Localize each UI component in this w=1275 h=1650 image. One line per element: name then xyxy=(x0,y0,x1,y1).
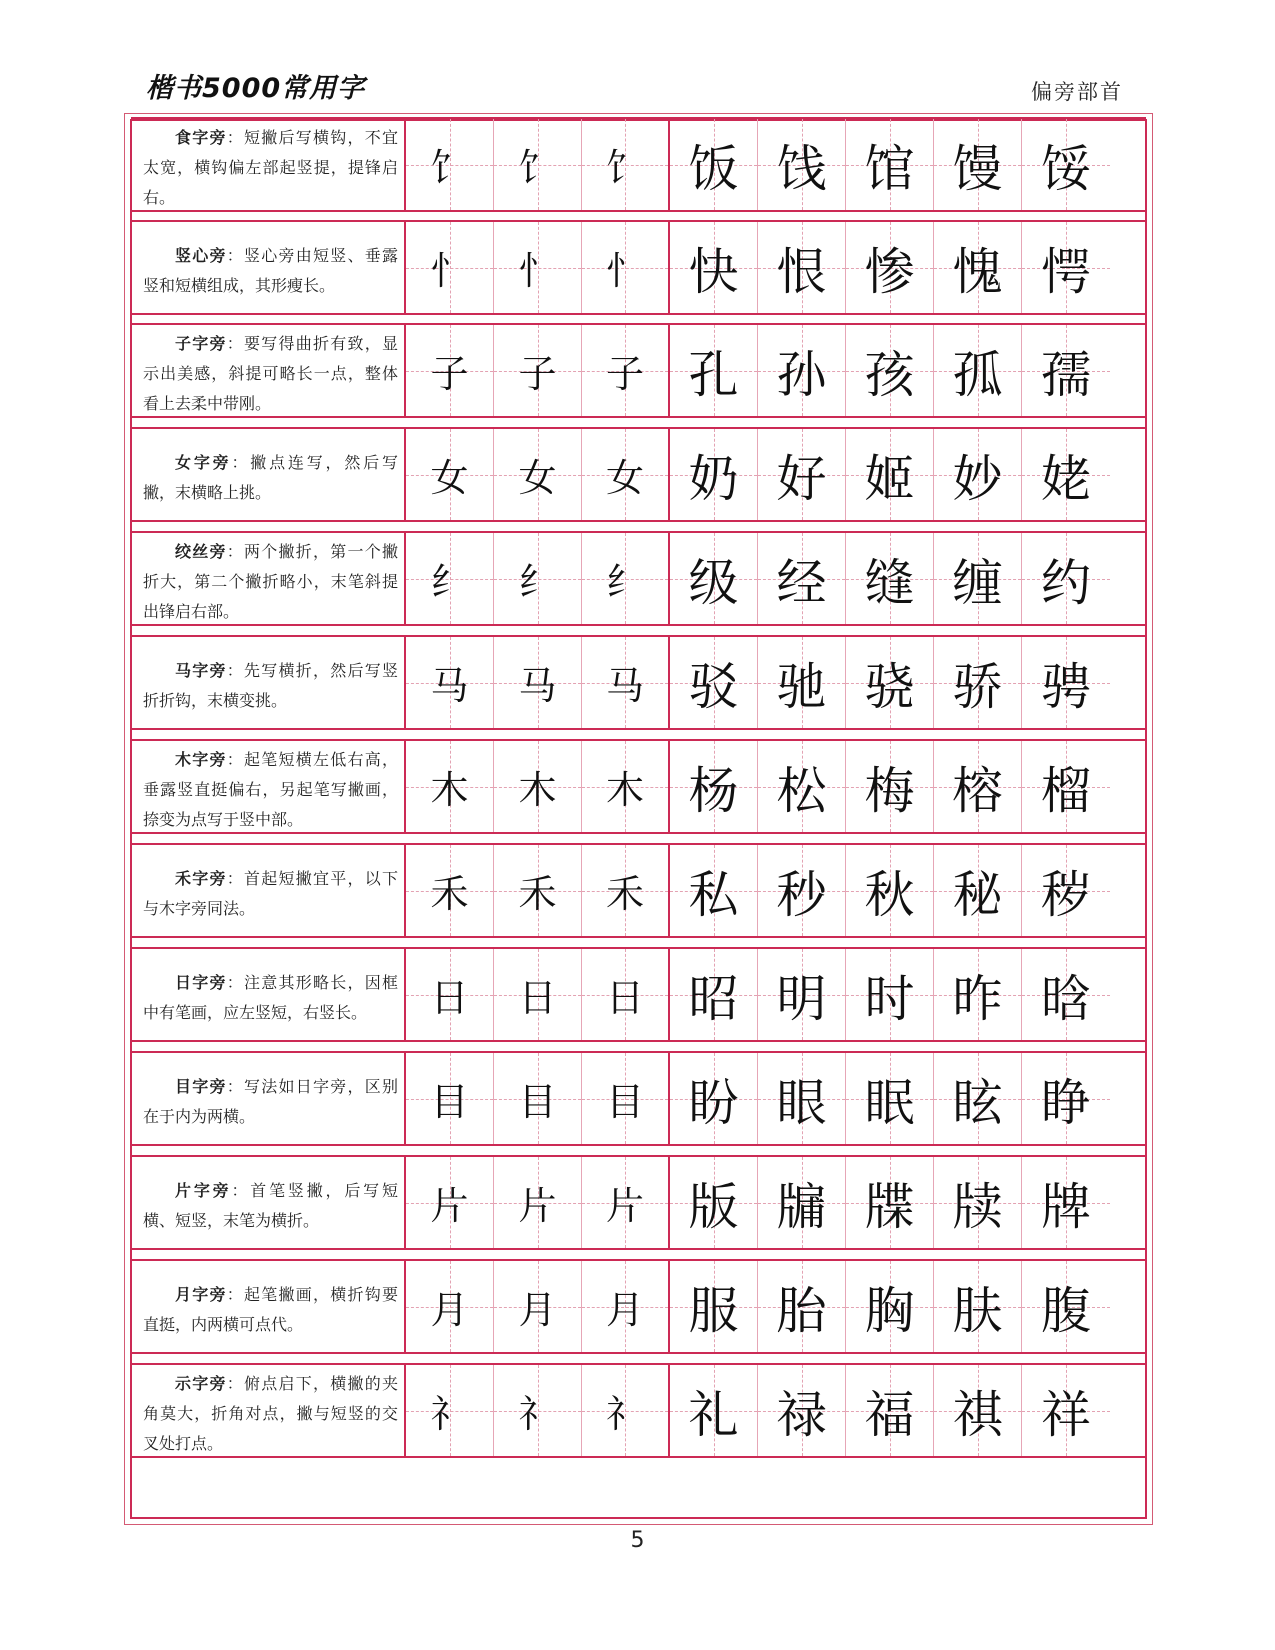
example-char-cell xyxy=(758,845,846,936)
table-row xyxy=(131,947,1146,1042)
radical-description xyxy=(131,741,406,832)
example-char-cell xyxy=(846,741,934,832)
radical-glyph: 禾 xyxy=(605,872,644,916)
radical-cell xyxy=(406,637,494,728)
radical-name: 月字旁 xyxy=(175,1284,227,1304)
example-char: 服 xyxy=(688,1281,739,1340)
radical-name: 目字旁 xyxy=(175,1076,227,1096)
example-char: 妙 xyxy=(952,449,1003,508)
radical-desc-text: ：竖心旁由短竖、垂露竖和短横组成，其形瘦长。 xyxy=(143,245,398,295)
radical-description xyxy=(131,325,406,416)
radical-cell xyxy=(494,1365,582,1456)
example-char: 饭 xyxy=(688,139,739,198)
radical-glyph: 礻 xyxy=(605,1392,644,1436)
example-char: 约 xyxy=(1041,553,1091,612)
example-char-cell xyxy=(1022,1053,1110,1144)
radical-description xyxy=(131,222,406,313)
radical-cell xyxy=(406,845,494,936)
radical-glyph: 纟 xyxy=(518,560,557,604)
example-char: 睁 xyxy=(1041,1073,1091,1132)
radical-name: 日字旁 xyxy=(175,972,227,992)
example-char-cell xyxy=(1022,533,1110,624)
example-char: 盼 xyxy=(688,1073,739,1132)
radical-cell xyxy=(494,222,582,313)
book-title: 楷书5000常用字 xyxy=(146,73,366,104)
example-char-cell xyxy=(670,533,758,624)
example-char: 馒 xyxy=(952,139,1003,198)
radical-glyph: 月 xyxy=(518,1288,557,1332)
example-char: 榴 xyxy=(1041,761,1091,820)
example-char-cell xyxy=(1022,1261,1110,1352)
example-char: 孔 xyxy=(688,345,739,404)
radical-cell xyxy=(406,222,494,313)
radical-desc-text: ：要写得曲折有致，显示出美感，斜提可略长一点，整体看上去柔中带刚。 xyxy=(143,333,398,413)
example-char: 馆 xyxy=(864,139,915,198)
example-char: 秒 xyxy=(776,865,827,924)
example-char-cell xyxy=(670,949,758,1040)
example-char: 愧 xyxy=(952,242,1003,301)
table-row xyxy=(131,1051,1146,1146)
radical-cell xyxy=(582,741,670,832)
example-char-cell xyxy=(934,119,1022,210)
example-char: 牌 xyxy=(1041,1177,1091,1236)
example-char: 禄 xyxy=(776,1385,827,1444)
example-char-cell xyxy=(1022,325,1110,416)
radical-cell xyxy=(494,1157,582,1248)
example-char: 饯 xyxy=(776,139,827,198)
example-char: 骁 xyxy=(864,657,915,716)
radical-cell xyxy=(494,637,582,728)
radical-glyph: 木 xyxy=(518,768,557,812)
radical-glyph: 木 xyxy=(430,768,469,812)
example-char: 孩 xyxy=(864,345,915,404)
example-char-cell xyxy=(846,119,934,210)
example-char: 杨 xyxy=(688,761,739,820)
example-char-cell xyxy=(670,1053,758,1144)
radical-cell xyxy=(494,741,582,832)
example-char-cell xyxy=(670,119,758,210)
table-row xyxy=(131,739,1146,834)
radical-glyph: 女 xyxy=(518,456,557,500)
example-char: 秽 xyxy=(1041,865,1091,924)
example-char-cell xyxy=(758,1261,846,1352)
example-char-cell xyxy=(846,1365,934,1456)
radical-name: 食字旁 xyxy=(175,127,227,147)
radical-desc-text: ：注意其形略长，因框中有笔画，应左竖短，右竖长。 xyxy=(143,972,398,1022)
example-char: 胎 xyxy=(776,1281,827,1340)
radical-cell xyxy=(582,1261,670,1352)
example-char: 牒 xyxy=(864,1177,915,1236)
example-char: 级 xyxy=(688,553,739,612)
radical-glyph: 忄 xyxy=(430,249,469,293)
example-char: 昭 xyxy=(688,969,739,1028)
example-char-cell xyxy=(670,741,758,832)
example-char-cell xyxy=(758,637,846,728)
radical-glyph: 纟 xyxy=(605,560,644,604)
example-char: 好 xyxy=(776,449,827,508)
radical-cell xyxy=(582,1157,670,1248)
example-char: 孙 xyxy=(776,345,827,404)
radical-name: 示字旁 xyxy=(175,1373,227,1393)
example-char: 快 xyxy=(688,242,739,301)
radical-description xyxy=(131,637,406,728)
example-char-cell xyxy=(1022,741,1110,832)
example-char: 祥 xyxy=(1041,1385,1091,1444)
radical-glyph: 子 xyxy=(605,352,644,396)
radical-cell xyxy=(406,533,494,624)
table-row xyxy=(131,843,1146,938)
radical-glyph: 月 xyxy=(430,1288,469,1332)
example-char: 馁 xyxy=(1041,139,1091,198)
example-char: 明 xyxy=(776,969,827,1028)
radical-cell xyxy=(582,119,670,210)
example-char: 牍 xyxy=(952,1177,1003,1236)
example-char: 私 xyxy=(688,865,739,924)
radical-cell xyxy=(494,429,582,520)
example-char: 骋 xyxy=(1041,657,1091,716)
radical-desc-text: ：短撇后写横钩，不宜太宽，横钩偏左部起竖提，提锋启右。 xyxy=(143,127,398,207)
example-char-cell xyxy=(846,1053,934,1144)
radical-cell xyxy=(494,845,582,936)
radical-description xyxy=(131,119,406,210)
radical-cell xyxy=(582,222,670,313)
example-char-cell xyxy=(934,1365,1022,1456)
radical-glyph: 禾 xyxy=(430,872,469,916)
example-char: 眠 xyxy=(864,1073,915,1132)
radical-glyph: 日 xyxy=(605,976,644,1020)
radical-cell xyxy=(406,949,494,1040)
radical-cell xyxy=(582,429,670,520)
radical-cell xyxy=(494,1261,582,1352)
example-char: 昨 xyxy=(952,969,1003,1028)
radical-glyph: 日 xyxy=(518,976,557,1020)
example-char-cell xyxy=(670,429,758,520)
example-char-cell xyxy=(1022,637,1110,728)
radical-glyph: 片 xyxy=(605,1184,644,1228)
example-char-cell xyxy=(934,222,1022,313)
radical-cell xyxy=(582,637,670,728)
example-char-cell xyxy=(846,949,934,1040)
example-char: 祺 xyxy=(952,1385,1003,1444)
radical-name: 绞丝旁 xyxy=(175,541,227,561)
example-char: 时 xyxy=(864,969,915,1028)
radical-glyph: 子 xyxy=(518,352,557,396)
table-row xyxy=(131,531,1146,626)
radical-description xyxy=(131,1261,406,1352)
example-char-cell xyxy=(670,325,758,416)
radical-cell xyxy=(582,325,670,416)
example-char: 福 xyxy=(864,1385,915,1444)
radical-desc-text: ：写法如日字旁，区别在于内为两横。 xyxy=(143,1076,398,1126)
example-char-cell xyxy=(1022,222,1110,313)
example-char: 梅 xyxy=(864,761,915,820)
radical-glyph: 目 xyxy=(430,1080,469,1124)
radical-glyph: 饣 xyxy=(518,146,557,190)
example-char-cell xyxy=(934,325,1022,416)
example-char-cell xyxy=(1022,949,1110,1040)
table-row xyxy=(131,1155,1146,1250)
radical-description xyxy=(131,1365,406,1456)
radical-glyph: 忄 xyxy=(518,249,557,293)
example-char-cell xyxy=(758,429,846,520)
radical-glyph: 马 xyxy=(605,664,644,708)
radical-cell xyxy=(494,1053,582,1144)
example-char-cell xyxy=(934,949,1022,1040)
example-char-cell xyxy=(1022,429,1110,520)
example-char-cell xyxy=(670,222,758,313)
example-char-cell xyxy=(934,845,1022,936)
radical-desc-text: ：撇点连写，然后写撇，末横略上挑。 xyxy=(143,452,398,502)
example-char-cell xyxy=(846,637,934,728)
example-char: 缠 xyxy=(952,553,1003,612)
example-char: 缝 xyxy=(864,553,915,612)
example-char-cell xyxy=(934,1157,1022,1248)
radical-glyph: 片 xyxy=(430,1184,469,1228)
radical-cell xyxy=(494,949,582,1040)
radical-glyph: 目 xyxy=(518,1080,557,1124)
radical-glyph: 目 xyxy=(605,1080,644,1124)
radical-description xyxy=(131,949,406,1040)
example-char-cell xyxy=(758,119,846,210)
radical-name: 子字旁 xyxy=(175,333,227,353)
radical-cell xyxy=(582,949,670,1040)
example-char: 惨 xyxy=(864,242,915,301)
table-row xyxy=(131,427,1146,522)
radical-cell xyxy=(406,1157,494,1248)
radical-name: 木字旁 xyxy=(175,749,227,769)
example-char-cell xyxy=(758,741,846,832)
example-char: 礼 xyxy=(688,1385,739,1444)
table-row xyxy=(131,1259,1146,1354)
table-row xyxy=(131,220,1146,315)
table-row xyxy=(131,1363,1146,1458)
radical-description xyxy=(131,1157,406,1248)
radical-description xyxy=(131,1053,406,1144)
radical-cell xyxy=(582,1053,670,1144)
radical-cell xyxy=(406,429,494,520)
example-char-cell xyxy=(670,1157,758,1248)
example-char-cell xyxy=(758,949,846,1040)
table-row xyxy=(131,323,1146,418)
table-row xyxy=(131,635,1146,730)
example-char: 经 xyxy=(776,553,827,612)
radical-glyph: 饣 xyxy=(430,146,469,190)
example-char-cell xyxy=(758,1053,846,1144)
example-char-cell xyxy=(846,1157,934,1248)
radical-name: 女字旁 xyxy=(175,452,232,472)
example-char: 晗 xyxy=(1041,969,1091,1028)
example-char-cell xyxy=(1022,119,1110,210)
radical-cell xyxy=(406,119,494,210)
example-char-cell xyxy=(670,637,758,728)
radical-glyph: 子 xyxy=(430,352,469,396)
example-char: 眼 xyxy=(776,1073,827,1132)
example-char-cell xyxy=(758,222,846,313)
radical-glyph: 女 xyxy=(605,456,644,500)
example-char: 恨 xyxy=(776,242,827,301)
example-char: 肤 xyxy=(952,1281,1003,1340)
example-char-cell xyxy=(934,741,1022,832)
radical-glyph: 马 xyxy=(430,664,469,708)
example-char: 秘 xyxy=(952,865,1003,924)
example-char-cell xyxy=(846,325,934,416)
radical-name: 马字旁 xyxy=(175,660,227,680)
example-char-cell xyxy=(1022,1157,1110,1248)
example-char: 骄 xyxy=(952,657,1003,716)
example-char-cell xyxy=(934,637,1022,728)
radical-desc-text: ：先写横折，然后写竖折折钩，末横变挑。 xyxy=(143,660,398,710)
example-char: 姬 xyxy=(864,449,915,508)
example-char: 胸 xyxy=(864,1281,915,1340)
radical-cell xyxy=(406,741,494,832)
radical-glyph: 马 xyxy=(518,664,557,708)
page-number: 5 xyxy=(630,1528,645,1553)
radical-description xyxy=(131,845,406,936)
example-char-cell xyxy=(846,429,934,520)
example-char: 牖 xyxy=(776,1177,827,1236)
radical-cell xyxy=(494,533,582,624)
example-char-cell xyxy=(670,1261,758,1352)
radical-description xyxy=(131,429,406,520)
radical-cell xyxy=(582,1365,670,1456)
example-char: 孺 xyxy=(1041,345,1091,404)
radical-glyph: 女 xyxy=(430,456,469,500)
example-char-cell xyxy=(934,1053,1022,1144)
radical-name: 禾字旁 xyxy=(175,868,227,888)
radical-desc-text: ：起笔短横左低右高，垂露竖直挺偏右，另起笔写撇画，捺变为点写于竖中部。 xyxy=(143,749,398,829)
radical-desc-text: ：两个撇折，第一个撇折大，第二个撇折略小，末笔斜提出锋启右部。 xyxy=(143,541,398,621)
example-char-cell xyxy=(846,845,934,936)
example-char-cell xyxy=(934,1261,1022,1352)
example-char-cell xyxy=(1022,1365,1110,1456)
radical-desc-text: ：首起短撇宜平，以下与木字旁同法。 xyxy=(143,868,398,918)
example-char: 奶 xyxy=(688,449,739,508)
radical-name: 片字旁 xyxy=(175,1180,232,1200)
example-char: 驰 xyxy=(776,657,827,716)
example-char-cell xyxy=(846,533,934,624)
example-char-cell xyxy=(758,1365,846,1456)
radical-glyph: 礻 xyxy=(430,1392,469,1436)
radical-cell xyxy=(406,325,494,416)
radical-description xyxy=(131,533,406,624)
radical-glyph: 禾 xyxy=(518,872,557,916)
radical-desc-text: ：首笔竖撇，后写短横、短竖，末笔为横折。 xyxy=(143,1180,398,1230)
example-char: 榕 xyxy=(952,761,1003,820)
example-char: 愕 xyxy=(1041,242,1091,301)
example-char-cell xyxy=(670,1365,758,1456)
section-title: 偏旁部首 xyxy=(1031,80,1123,104)
example-char-cell xyxy=(758,533,846,624)
example-char-cell xyxy=(758,325,846,416)
radical-glyph: 饣 xyxy=(605,146,644,190)
example-char-cell xyxy=(1022,845,1110,936)
radical-glyph: 月 xyxy=(605,1288,644,1332)
example-char: 孤 xyxy=(952,345,1003,404)
example-char-cell xyxy=(670,845,758,936)
example-char: 松 xyxy=(776,761,827,820)
radical-name: 竖心旁 xyxy=(175,245,227,265)
radical-desc-text: ：起笔撇画，横折钩要直挺，内两横可点代。 xyxy=(143,1284,398,1334)
radical-glyph: 忄 xyxy=(605,249,644,293)
table-row xyxy=(131,117,1146,212)
example-char: 眩 xyxy=(952,1073,1003,1132)
radical-cell xyxy=(494,325,582,416)
radical-glyph: 礻 xyxy=(518,1392,557,1436)
example-char: 腹 xyxy=(1041,1281,1091,1340)
radical-cell xyxy=(494,119,582,210)
example-char-cell xyxy=(758,1157,846,1248)
example-char: 驳 xyxy=(688,657,739,716)
radical-cell xyxy=(406,1365,494,1456)
radical-cell xyxy=(582,845,670,936)
example-char: 版 xyxy=(688,1177,739,1236)
radical-glyph: 木 xyxy=(605,768,644,812)
radical-cell xyxy=(582,533,670,624)
example-char: 姥 xyxy=(1041,449,1091,508)
example-char-cell xyxy=(846,222,934,313)
radical-glyph: 日 xyxy=(430,976,469,1020)
example-char-cell xyxy=(934,429,1022,520)
example-char-cell xyxy=(846,1261,934,1352)
radical-glyph: 片 xyxy=(518,1184,557,1228)
radical-glyph: 纟 xyxy=(430,560,469,604)
example-char: 秋 xyxy=(864,865,915,924)
radical-cell xyxy=(406,1261,494,1352)
example-char-cell xyxy=(934,533,1022,624)
radical-desc-text: ：俯点启下，横撇的夹角莫大，折角对点，撇与短竖的交叉处打点。 xyxy=(143,1373,398,1453)
radical-cell xyxy=(406,1053,494,1144)
